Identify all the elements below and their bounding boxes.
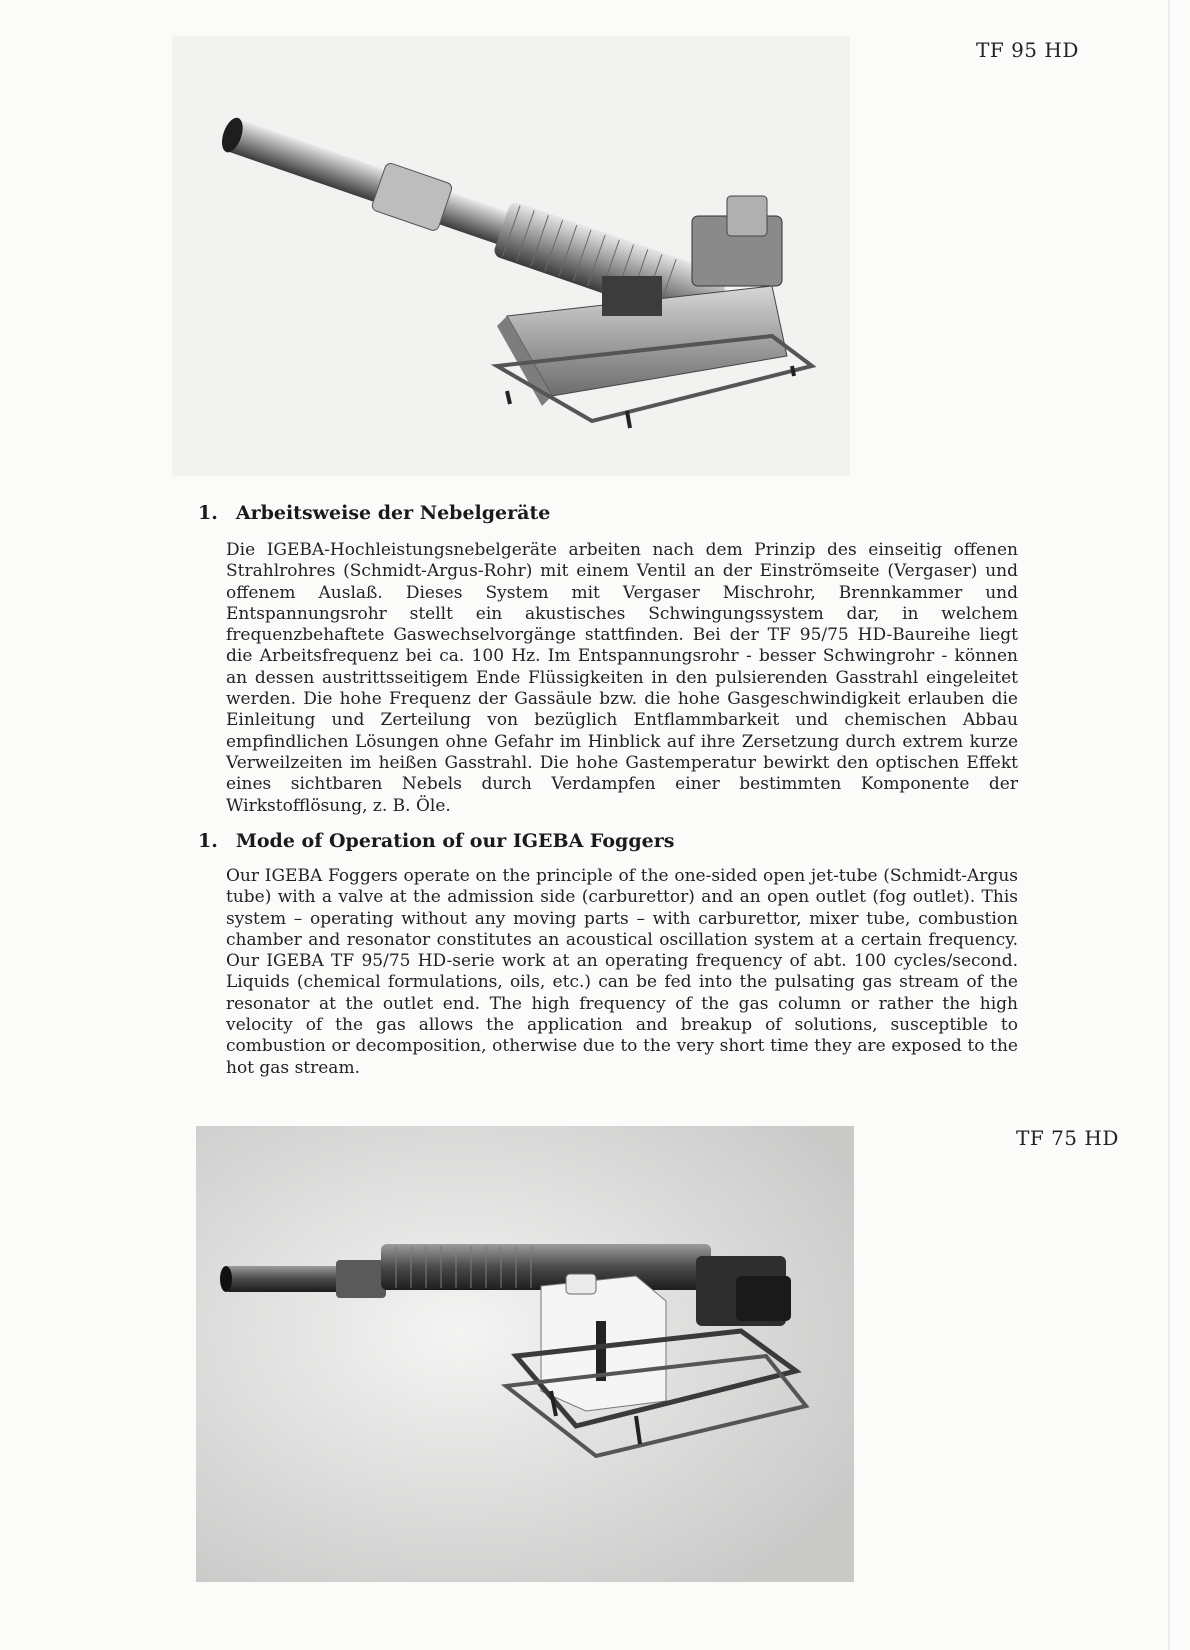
section-body-english [226, 866, 1018, 1079]
section-title: Mode of Operation of our IGEBA Foggers [235, 830, 675, 852]
paragraph: Our IGEBA Foggers operate on the principle of the one-sided open jet-tube (Schmidt-Argus tube) with a valve at the admission side (carburettor) and an open outlet (fog outlet). This system – operating without any moving parts – with carburettor, mixer tube, combustion chamber and resonator constitutes an acoustical oscillation system at a certain frequency. Our IGEBA TF 95/75 HD-serie work at an operating frequency of abt. 100 cycles/second. Liquids (chemical formulations, oils, etc.) can be fed into the pulsating gas stream of the resonator at the outlet end. The high frequency of the gas column or rather the high velocity of the gas allows the application and breakup of solutions, susceptible to combustion or decomposition, otherwise due to the very short time they are exposed to the hot gas stream. [226, 866, 1018, 1078]
section-number: 1. [198, 830, 218, 852]
fogger-photo-tf95 [172, 36, 850, 476]
section-heading-german [198, 502, 550, 524]
model-label-top: TF 95 HD [976, 38, 1079, 62]
paragraph: Die IGEBA-Hochleistungsnebelgeräte arbeiten nach dem Prinzip des einseitig offenen Strahlrohres (Schmidt-Argus-Rohr) mit einem Ventil an der Einströmseite (Vergaser) und offenem Auslaß. Dieses System mit Vergaser Mischrohr, Brennkammer und Entspannungsrohr stellt ein akustisches Schwingungssystem dar, in welchem frequenzbehaftete Gaswechselvorgänge stattfinden. Bei der TF 95/75 HD-Baureihe liegt die Arbeitsfrequenz bei ca. 100 Hz. Im Entspannungsrohr - besser Schwingrohr - können an dessen austrittsseitigem Ende Flüssigkeiten in den pulsierenden Gasstrahl eingeleitet werden. Die hohe Frequenz der Gassäule bzw. die hohe Gasgeschwindigkeit erlauben die Einleitung und Zerteilung von bezüglich Entflammbarkeit und chemischen Abbau empfindlichen Lösungen ohne Gefahr im Hinblick auf ihre Zersetzung durch extrem kurze Verweilzeiten im heißen Gasstrahl. Die hohe Gastemperatur bewirkt den optischen Effekt eines sichtbaren Nebels durch Verdampfen einer bestimmten Komponente der Wirkstofflösung, z. B. Öle. [226, 540, 1018, 816]
section-heading-english [198, 830, 674, 852]
fogger-photo-tf75 [196, 1126, 854, 1582]
section-body-german [226, 540, 1018, 817]
scan-edge [1168, 0, 1170, 1650]
section-title: Arbeitsweise der Nebelgeräte [235, 502, 551, 524]
model-label-bottom: TF 75 HD [1016, 1126, 1119, 1150]
section-number: 1. [198, 502, 218, 524]
